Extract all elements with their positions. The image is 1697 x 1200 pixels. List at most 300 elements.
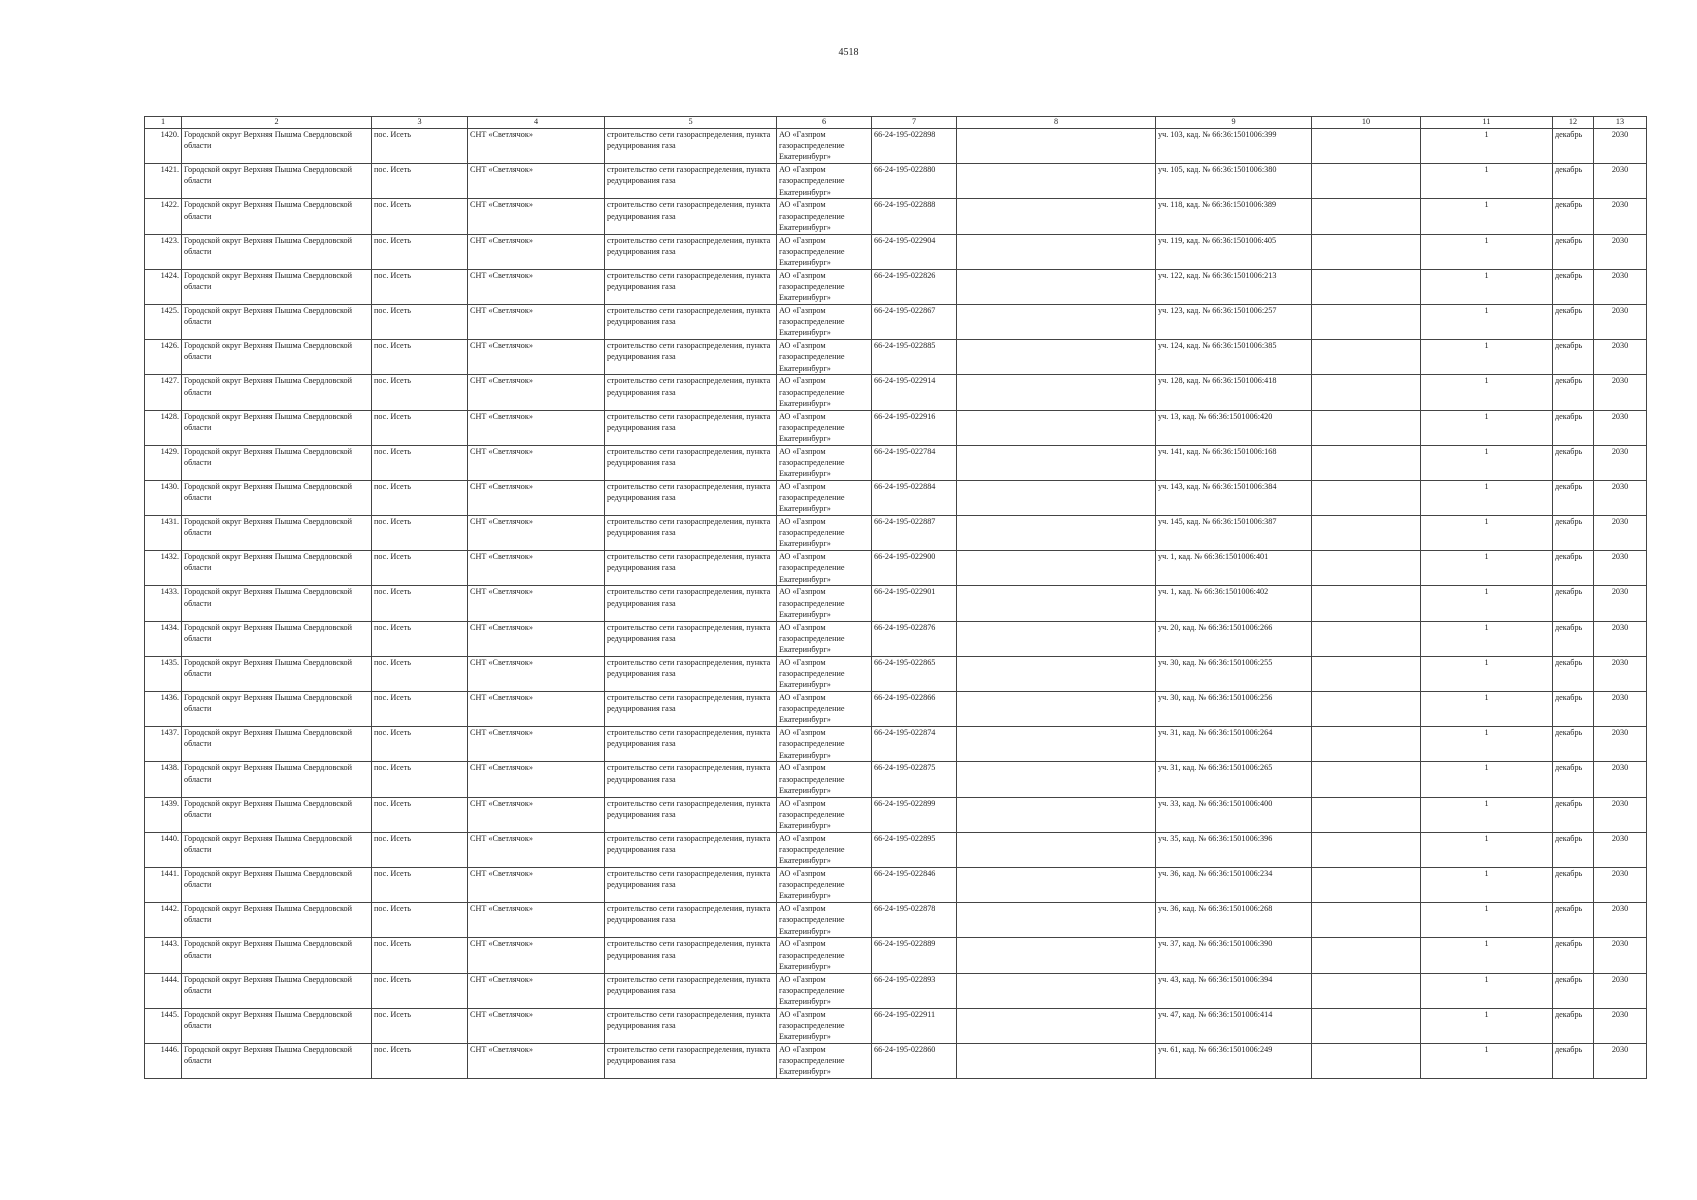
settlement-cell: пос. Исеть bbox=[372, 973, 468, 1008]
row-number: 1443. bbox=[145, 938, 182, 973]
object-cell: СНТ «Светлячок» bbox=[468, 973, 605, 1008]
application-code-cell: 66-24-195-022888 bbox=[872, 199, 957, 234]
district-cell: Городской округ Верхняя Пышма Свердловской области bbox=[182, 797, 372, 832]
plot-cadastral-cell: уч. 145, кад. № 66:36:1501006:387 bbox=[1156, 516, 1312, 551]
table-row bbox=[145, 938, 1647, 973]
work-description-cell: строительство сети газораспределения, пункта редуцирования газа bbox=[605, 1043, 777, 1078]
object-cell: СНТ «Светлячок» bbox=[468, 199, 605, 234]
row-number: 1434. bbox=[145, 621, 182, 656]
table-row bbox=[145, 375, 1647, 410]
column-10-cell bbox=[1312, 164, 1421, 199]
organization-cell: АО «Газпром газораспределение Екатеринбург» bbox=[777, 199, 872, 234]
column-10-cell bbox=[1312, 480, 1421, 515]
column-number-row bbox=[145, 117, 1647, 129]
column-8-cell bbox=[957, 234, 1156, 269]
settlement-cell: пос. Исеть bbox=[372, 304, 468, 339]
work-description-cell: строительство сети газораспределения, пункта редуцирования газа bbox=[605, 199, 777, 234]
month-cell: декабрь bbox=[1553, 304, 1594, 339]
column-10-cell bbox=[1312, 129, 1421, 164]
organization-cell: АО «Газпром газораспределение Екатеринбург» bbox=[777, 692, 872, 727]
object-cell: СНТ «Светлячок» bbox=[468, 867, 605, 902]
column-8-cell bbox=[957, 340, 1156, 375]
object-cell: СНТ «Светлячок» bbox=[468, 480, 605, 515]
organization-cell: АО «Газпром газораспределение Екатеринбург» bbox=[777, 797, 872, 832]
object-cell: СНТ «Светлячок» bbox=[468, 938, 605, 973]
month-cell: декабрь bbox=[1553, 903, 1594, 938]
column-8-cell bbox=[957, 621, 1156, 656]
column-8-cell bbox=[957, 129, 1156, 164]
application-code-cell: 66-24-195-022878 bbox=[872, 903, 957, 938]
table-row bbox=[145, 973, 1647, 1008]
application-code-cell: 66-24-195-022846 bbox=[872, 867, 957, 902]
month-cell: декабрь bbox=[1553, 832, 1594, 867]
district-cell: Городской округ Верхняя Пышма Свердловской области bbox=[182, 832, 372, 867]
application-code-cell: 66-24-195-022860 bbox=[872, 1043, 957, 1078]
row-number: 1420. bbox=[145, 129, 182, 164]
column-header: 5 bbox=[605, 117, 777, 129]
quantity-cell: 1 bbox=[1421, 832, 1553, 867]
column-header: 4 bbox=[468, 117, 605, 129]
column-8-cell bbox=[957, 903, 1156, 938]
year-cell: 2030 bbox=[1594, 1008, 1647, 1043]
row-number: 1429. bbox=[145, 445, 182, 480]
district-cell: Городской округ Верхняя Пышма Свердловской области bbox=[182, 375, 372, 410]
column-8-cell bbox=[957, 762, 1156, 797]
column-10-cell bbox=[1312, 727, 1421, 762]
quantity-cell: 1 bbox=[1421, 621, 1553, 656]
column-10-cell bbox=[1312, 867, 1421, 902]
table-row bbox=[145, 867, 1647, 902]
object-cell: СНТ «Светлячок» bbox=[468, 164, 605, 199]
settlement-cell: пос. Исеть bbox=[372, 199, 468, 234]
settlement-cell: пос. Исеть bbox=[372, 410, 468, 445]
year-cell: 2030 bbox=[1594, 832, 1647, 867]
work-description-cell: строительство сети газораспределения, пункта редуцирования газа bbox=[605, 1008, 777, 1043]
table-row bbox=[145, 234, 1647, 269]
column-8-cell bbox=[957, 727, 1156, 762]
work-description-cell: строительство сети газораспределения, пункта редуцирования газа bbox=[605, 410, 777, 445]
month-cell: декабрь bbox=[1553, 621, 1594, 656]
plot-cadastral-cell: уч. 31, кад. № 66:36:1501006:265 bbox=[1156, 762, 1312, 797]
column-8-cell bbox=[957, 1008, 1156, 1043]
work-description-cell: строительство сети газораспределения, пункта редуцирования газа bbox=[605, 797, 777, 832]
table-row bbox=[145, 727, 1647, 762]
column-header: 7 bbox=[872, 117, 957, 129]
organization-cell: АО «Газпром газораспределение Екатеринбург» bbox=[777, 903, 872, 938]
year-cell: 2030 bbox=[1594, 410, 1647, 445]
month-cell: декабрь bbox=[1553, 656, 1594, 691]
year-cell: 2030 bbox=[1594, 199, 1647, 234]
settlement-cell: пос. Исеть bbox=[372, 656, 468, 691]
column-10-cell bbox=[1312, 445, 1421, 480]
month-cell: декабрь bbox=[1553, 480, 1594, 515]
column-header: 10 bbox=[1312, 117, 1421, 129]
quantity-cell: 1 bbox=[1421, 938, 1553, 973]
month-cell: декабрь bbox=[1553, 586, 1594, 621]
row-number: 1445. bbox=[145, 1008, 182, 1043]
settlement-cell: пос. Исеть bbox=[372, 480, 468, 515]
quantity-cell: 1 bbox=[1421, 516, 1553, 551]
table-row bbox=[145, 1008, 1647, 1043]
settlement-cell: пос. Исеть bbox=[372, 340, 468, 375]
settlement-cell: пос. Исеть bbox=[372, 164, 468, 199]
object-cell: СНТ «Светлячок» bbox=[468, 340, 605, 375]
work-description-cell: строительство сети газораспределения, пункта редуцирования газа bbox=[605, 340, 777, 375]
column-header: 1 bbox=[145, 117, 182, 129]
year-cell: 2030 bbox=[1594, 903, 1647, 938]
month-cell: декабрь bbox=[1553, 797, 1594, 832]
year-cell: 2030 bbox=[1594, 938, 1647, 973]
column-8-cell bbox=[957, 586, 1156, 621]
month-cell: декабрь bbox=[1553, 234, 1594, 269]
column-10-cell bbox=[1312, 1008, 1421, 1043]
object-cell: СНТ «Светлячок» bbox=[468, 129, 605, 164]
table-row bbox=[145, 129, 1647, 164]
object-cell: СНТ «Светлячок» bbox=[468, 375, 605, 410]
column-10-cell bbox=[1312, 973, 1421, 1008]
application-code-cell: 66-24-195-022898 bbox=[872, 129, 957, 164]
object-cell: СНТ «Светлячок» bbox=[468, 516, 605, 551]
application-code-cell: 66-24-195-022904 bbox=[872, 234, 957, 269]
plot-cadastral-cell: уч. 118, кад. № 66:36:1501006:389 bbox=[1156, 199, 1312, 234]
organization-cell: АО «Газпром газораспределение Екатеринбург» bbox=[777, 586, 872, 621]
year-cell: 2030 bbox=[1594, 480, 1647, 515]
application-code-cell: 66-24-195-022874 bbox=[872, 727, 957, 762]
object-cell: СНТ «Светлячок» bbox=[468, 304, 605, 339]
application-code-cell: 66-24-195-022887 bbox=[872, 516, 957, 551]
column-10-cell bbox=[1312, 199, 1421, 234]
quantity-cell: 1 bbox=[1421, 164, 1553, 199]
district-cell: Городской округ Верхняя Пышма Свердловской области bbox=[182, 304, 372, 339]
month-cell: декабрь bbox=[1553, 938, 1594, 973]
settlement-cell: пос. Исеть bbox=[372, 832, 468, 867]
application-code-cell: 66-24-195-022901 bbox=[872, 586, 957, 621]
month-cell: декабрь bbox=[1553, 1043, 1594, 1078]
organization-cell: АО «Газпром газораспределение Екатеринбург» bbox=[777, 164, 872, 199]
district-cell: Городской округ Верхняя Пышма Свердловской области bbox=[182, 199, 372, 234]
settlement-cell: пос. Исеть bbox=[372, 727, 468, 762]
district-cell: Городской округ Верхняя Пышма Свердловской области bbox=[182, 551, 372, 586]
application-code-cell: 66-24-195-022911 bbox=[872, 1008, 957, 1043]
row-number: 1426. bbox=[145, 340, 182, 375]
column-10-cell bbox=[1312, 304, 1421, 339]
organization-cell: АО «Газпром газораспределение Екатеринбург» bbox=[777, 234, 872, 269]
application-code-cell: 66-24-195-022880 bbox=[872, 164, 957, 199]
column-8-cell bbox=[957, 304, 1156, 339]
row-number: 1438. bbox=[145, 762, 182, 797]
quantity-cell: 1 bbox=[1421, 410, 1553, 445]
object-cell: СНТ «Светлячок» bbox=[468, 410, 605, 445]
quantity-cell: 1 bbox=[1421, 480, 1553, 515]
organization-cell: АО «Газпром газораспределение Екатеринбург» bbox=[777, 269, 872, 304]
quantity-cell: 1 bbox=[1421, 903, 1553, 938]
application-code-cell: 66-24-195-022900 bbox=[872, 551, 957, 586]
application-code-cell: 66-24-195-022895 bbox=[872, 832, 957, 867]
column-10-cell bbox=[1312, 692, 1421, 727]
column-10-cell bbox=[1312, 269, 1421, 304]
object-cell: СНТ «Светлячок» bbox=[468, 727, 605, 762]
column-10-cell bbox=[1312, 551, 1421, 586]
district-cell: Городской округ Верхняя Пышма Свердловской области bbox=[182, 269, 372, 304]
column-8-cell bbox=[957, 656, 1156, 691]
column-8-cell bbox=[957, 1043, 1156, 1078]
organization-cell: АО «Газпром газораспределение Екатеринбург» bbox=[777, 1008, 872, 1043]
table-row bbox=[145, 1043, 1647, 1078]
quantity-cell: 1 bbox=[1421, 586, 1553, 621]
year-cell: 2030 bbox=[1594, 692, 1647, 727]
work-description-cell: строительство сети газораспределения, пункта редуцирования газа bbox=[605, 129, 777, 164]
year-cell: 2030 bbox=[1594, 516, 1647, 551]
table-row bbox=[145, 551, 1647, 586]
row-number: 1427. bbox=[145, 375, 182, 410]
column-8-cell bbox=[957, 692, 1156, 727]
column-10-cell bbox=[1312, 621, 1421, 656]
row-number: 1428. bbox=[145, 410, 182, 445]
plot-cadastral-cell: уч. 30, кад. № 66:36:1501006:256 bbox=[1156, 692, 1312, 727]
column-10-cell bbox=[1312, 516, 1421, 551]
application-code-cell: 66-24-195-022899 bbox=[872, 797, 957, 832]
application-code-cell: 66-24-195-022875 bbox=[872, 762, 957, 797]
year-cell: 2030 bbox=[1594, 164, 1647, 199]
month-cell: декабрь bbox=[1553, 867, 1594, 902]
object-cell: СНТ «Светлячок» bbox=[468, 656, 605, 691]
quantity-cell: 1 bbox=[1421, 692, 1553, 727]
settlement-cell: пос. Исеть bbox=[372, 797, 468, 832]
organization-cell: АО «Газпром газораспределение Екатеринбург» bbox=[777, 410, 872, 445]
district-cell: Городской округ Верхняя Пышма Свердловской области bbox=[182, 516, 372, 551]
district-cell: Городской округ Верхняя Пышма Свердловской области bbox=[182, 621, 372, 656]
organization-cell: АО «Газпром газораспределение Екатеринбург» bbox=[777, 727, 872, 762]
year-cell: 2030 bbox=[1594, 762, 1647, 797]
column-10-cell bbox=[1312, 586, 1421, 621]
plot-cadastral-cell: уч. 1, кад. № 66:36:1501006:401 bbox=[1156, 551, 1312, 586]
row-number: 1430. bbox=[145, 480, 182, 515]
work-description-cell: строительство сети газораспределения, пункта редуцирования газа bbox=[605, 445, 777, 480]
row-number: 1440. bbox=[145, 832, 182, 867]
work-description-cell: строительство сети газораспределения, пункта редуцирования газа bbox=[605, 551, 777, 586]
settlement-cell: пос. Исеть bbox=[372, 762, 468, 797]
district-cell: Городской округ Верхняя Пышма Свердловской области bbox=[182, 480, 372, 515]
organization-cell: АО «Газпром газораспределение Екатеринбург» bbox=[777, 867, 872, 902]
organization-cell: АО «Газпром газораспределение Екатеринбург» bbox=[777, 516, 872, 551]
district-cell: Городской округ Верхняя Пышма Свердловской области bbox=[182, 903, 372, 938]
row-number: 1437. bbox=[145, 727, 182, 762]
row-number: 1423. bbox=[145, 234, 182, 269]
year-cell: 2030 bbox=[1594, 234, 1647, 269]
column-8-cell bbox=[957, 797, 1156, 832]
plot-cadastral-cell: уч. 128, кад. № 66:36:1501006:418 bbox=[1156, 375, 1312, 410]
quantity-cell: 1 bbox=[1421, 797, 1553, 832]
quantity-cell: 1 bbox=[1421, 269, 1553, 304]
row-number: 1422. bbox=[145, 199, 182, 234]
month-cell: декабрь bbox=[1553, 551, 1594, 586]
year-cell: 2030 bbox=[1594, 867, 1647, 902]
settlement-cell: пос. Исеть bbox=[372, 234, 468, 269]
district-cell: Городской округ Верхняя Пышма Свердловской области bbox=[182, 656, 372, 691]
row-number: 1421. bbox=[145, 164, 182, 199]
district-cell: Городской округ Верхняя Пышма Свердловской области bbox=[182, 938, 372, 973]
organization-cell: АО «Газпром газораспределение Екатеринбург» bbox=[777, 480, 872, 515]
month-cell: декабрь bbox=[1553, 269, 1594, 304]
settlement-cell: пос. Исеть bbox=[372, 867, 468, 902]
table-row bbox=[145, 621, 1647, 656]
table-row bbox=[145, 586, 1647, 621]
column-10-cell bbox=[1312, 234, 1421, 269]
row-number: 1431. bbox=[145, 516, 182, 551]
quantity-cell: 1 bbox=[1421, 304, 1553, 339]
object-cell: СНТ «Светлячок» bbox=[468, 234, 605, 269]
year-cell: 2030 bbox=[1594, 304, 1647, 339]
column-header: 12 bbox=[1553, 117, 1594, 129]
row-number: 1435. bbox=[145, 656, 182, 691]
quantity-cell: 1 bbox=[1421, 867, 1553, 902]
quantity-cell: 1 bbox=[1421, 1043, 1553, 1078]
settlement-cell: пос. Исеть bbox=[372, 445, 468, 480]
settlement-cell: пос. Исеть bbox=[372, 903, 468, 938]
district-cell: Городской округ Верхняя Пышма Свердловской области bbox=[182, 727, 372, 762]
year-cell: 2030 bbox=[1594, 727, 1647, 762]
column-8-cell bbox=[957, 199, 1156, 234]
organization-cell: АО «Газпром газораспределение Екатеринбург» bbox=[777, 938, 872, 973]
year-cell: 2030 bbox=[1594, 129, 1647, 164]
settlement-cell: пос. Исеть bbox=[372, 938, 468, 973]
year-cell: 2030 bbox=[1594, 586, 1647, 621]
column-header: 3 bbox=[372, 117, 468, 129]
district-cell: Городской округ Верхняя Пышма Свердловской области bbox=[182, 234, 372, 269]
month-cell: декабрь bbox=[1553, 199, 1594, 234]
column-8-cell bbox=[957, 938, 1156, 973]
quantity-cell: 1 bbox=[1421, 727, 1553, 762]
year-cell: 2030 bbox=[1594, 375, 1647, 410]
year-cell: 2030 bbox=[1594, 621, 1647, 656]
year-cell: 2030 bbox=[1594, 1043, 1647, 1078]
row-number: 1446. bbox=[145, 1043, 182, 1078]
plot-cadastral-cell: уч. 31, кад. № 66:36:1501006:264 bbox=[1156, 727, 1312, 762]
application-code-cell: 66-24-195-022867 bbox=[872, 304, 957, 339]
organization-cell: АО «Газпром газораспределение Екатеринбург» bbox=[777, 445, 872, 480]
column-8-cell bbox=[957, 551, 1156, 586]
organization-cell: АО «Газпром газораспределение Екатеринбург» bbox=[777, 1043, 872, 1078]
column-8-cell bbox=[957, 269, 1156, 304]
year-cell: 2030 bbox=[1594, 973, 1647, 1008]
object-cell: СНТ «Светлячок» bbox=[468, 621, 605, 656]
column-header: 8 bbox=[957, 117, 1156, 129]
month-cell: декабрь bbox=[1553, 129, 1594, 164]
object-cell: СНТ «Светлячок» bbox=[468, 445, 605, 480]
object-cell: СНТ «Светлячок» bbox=[468, 269, 605, 304]
organization-cell: АО «Газпром газораспределение Екатеринбург» bbox=[777, 551, 872, 586]
object-cell: СНТ «Светлячок» bbox=[468, 551, 605, 586]
work-description-cell: строительство сети газораспределения, пункта редуцирования газа bbox=[605, 727, 777, 762]
plot-cadastral-cell: уч. 36, кад. № 66:36:1501006:234 bbox=[1156, 867, 1312, 902]
row-number: 1441. bbox=[145, 867, 182, 902]
application-code-cell: 66-24-195-022889 bbox=[872, 938, 957, 973]
district-cell: Городской округ Верхняя Пышма Свердловской области bbox=[182, 410, 372, 445]
plot-cadastral-cell: уч. 37, кад. № 66:36:1501006:390 bbox=[1156, 938, 1312, 973]
work-description-cell: строительство сети газораспределения, пункта редуцирования газа bbox=[605, 973, 777, 1008]
column-8-cell bbox=[957, 164, 1156, 199]
quantity-cell: 1 bbox=[1421, 129, 1553, 164]
row-number: 1432. bbox=[145, 551, 182, 586]
plot-cadastral-cell: уч. 103, кад. № 66:36:1501006:399 bbox=[1156, 129, 1312, 164]
object-cell: СНТ «Светлячок» bbox=[468, 903, 605, 938]
quantity-cell: 1 bbox=[1421, 199, 1553, 234]
settlement-cell: пос. Исеть bbox=[372, 269, 468, 304]
month-cell: декабрь bbox=[1553, 973, 1594, 1008]
table-row bbox=[145, 269, 1647, 304]
quantity-cell: 1 bbox=[1421, 445, 1553, 480]
column-8-cell bbox=[957, 973, 1156, 1008]
plot-cadastral-cell: уч. 105, кад. № 66:36:1501006:380 bbox=[1156, 164, 1312, 199]
row-number: 1439. bbox=[145, 797, 182, 832]
plot-cadastral-cell: уч. 141, кад. № 66:36:1501006:168 bbox=[1156, 445, 1312, 480]
organization-cell: АО «Газпром газораспределение Екатеринбург» bbox=[777, 832, 872, 867]
district-cell: Городской округ Верхняя Пышма Свердловской области bbox=[182, 762, 372, 797]
object-cell: СНТ «Светлячок» bbox=[468, 1043, 605, 1078]
organization-cell: АО «Газпром газораспределение Екатеринбург» bbox=[777, 973, 872, 1008]
work-description-cell: строительство сети газораспределения, пункта редуцирования газа bbox=[605, 903, 777, 938]
month-cell: декабрь bbox=[1553, 692, 1594, 727]
column-header: 2 bbox=[182, 117, 372, 129]
application-code-cell: 66-24-195-022826 bbox=[872, 269, 957, 304]
column-header: 13 bbox=[1594, 117, 1647, 129]
column-10-cell bbox=[1312, 1043, 1421, 1078]
month-cell: декабрь bbox=[1553, 164, 1594, 199]
table-row bbox=[145, 692, 1647, 727]
table-row bbox=[145, 410, 1647, 445]
object-cell: СНТ «Светлячок» bbox=[468, 762, 605, 797]
quantity-cell: 1 bbox=[1421, 375, 1553, 410]
work-description-cell: строительство сети газораспределения, пункта редуцирования газа bbox=[605, 656, 777, 691]
year-cell: 2030 bbox=[1594, 445, 1647, 480]
year-cell: 2030 bbox=[1594, 797, 1647, 832]
plot-cadastral-cell: уч. 35, кад. № 66:36:1501006:396 bbox=[1156, 832, 1312, 867]
table-row bbox=[145, 480, 1647, 515]
application-code-cell: 66-24-195-022914 bbox=[872, 375, 957, 410]
column-10-cell bbox=[1312, 903, 1421, 938]
row-number: 1425. bbox=[145, 304, 182, 339]
settlement-cell: пос. Исеть bbox=[372, 692, 468, 727]
column-10-cell bbox=[1312, 938, 1421, 973]
month-cell: декабрь bbox=[1553, 727, 1594, 762]
quantity-cell: 1 bbox=[1421, 551, 1553, 586]
work-description-cell: строительство сети газораспределения, пункта редуцирования газа bbox=[605, 516, 777, 551]
work-description-cell: строительство сети газораспределения, пункта редуцирования газа bbox=[605, 867, 777, 902]
column-8-cell bbox=[957, 410, 1156, 445]
district-cell: Городской округ Верхняя Пышма Свердловской области bbox=[182, 1008, 372, 1043]
column-header: 9 bbox=[1156, 117, 1312, 129]
column-10-cell bbox=[1312, 832, 1421, 867]
district-cell: Городской округ Верхняя Пышма Свердловской области bbox=[182, 129, 372, 164]
month-cell: декабрь bbox=[1553, 375, 1594, 410]
column-8-cell bbox=[957, 832, 1156, 867]
district-cell: Городской округ Верхняя Пышма Свердловской области bbox=[182, 340, 372, 375]
plot-cadastral-cell: уч. 47, кад. № 66:36:1501006:414 bbox=[1156, 1008, 1312, 1043]
object-cell: СНТ «Светлячок» bbox=[468, 1008, 605, 1043]
column-header: 6 bbox=[777, 117, 872, 129]
month-cell: декабрь bbox=[1553, 762, 1594, 797]
row-number: 1444. bbox=[145, 973, 182, 1008]
plot-cadastral-cell: уч. 13, кад. № 66:36:1501006:420 bbox=[1156, 410, 1312, 445]
column-8-cell bbox=[957, 375, 1156, 410]
table-row bbox=[145, 304, 1647, 339]
work-description-cell: строительство сети газораспределения, пункта редуцирования газа bbox=[605, 234, 777, 269]
work-description-cell: строительство сети газораспределения, пункта редуцирования газа bbox=[605, 269, 777, 304]
district-cell: Городской округ Верхняя Пышма Свердловской области bbox=[182, 164, 372, 199]
plot-cadastral-cell: уч. 124, кад. № 66:36:1501006:385 bbox=[1156, 340, 1312, 375]
district-cell: Городской округ Верхняя Пышма Свердловской области bbox=[182, 692, 372, 727]
organization-cell: АО «Газпром газораспределение Екатеринбург» bbox=[777, 129, 872, 164]
